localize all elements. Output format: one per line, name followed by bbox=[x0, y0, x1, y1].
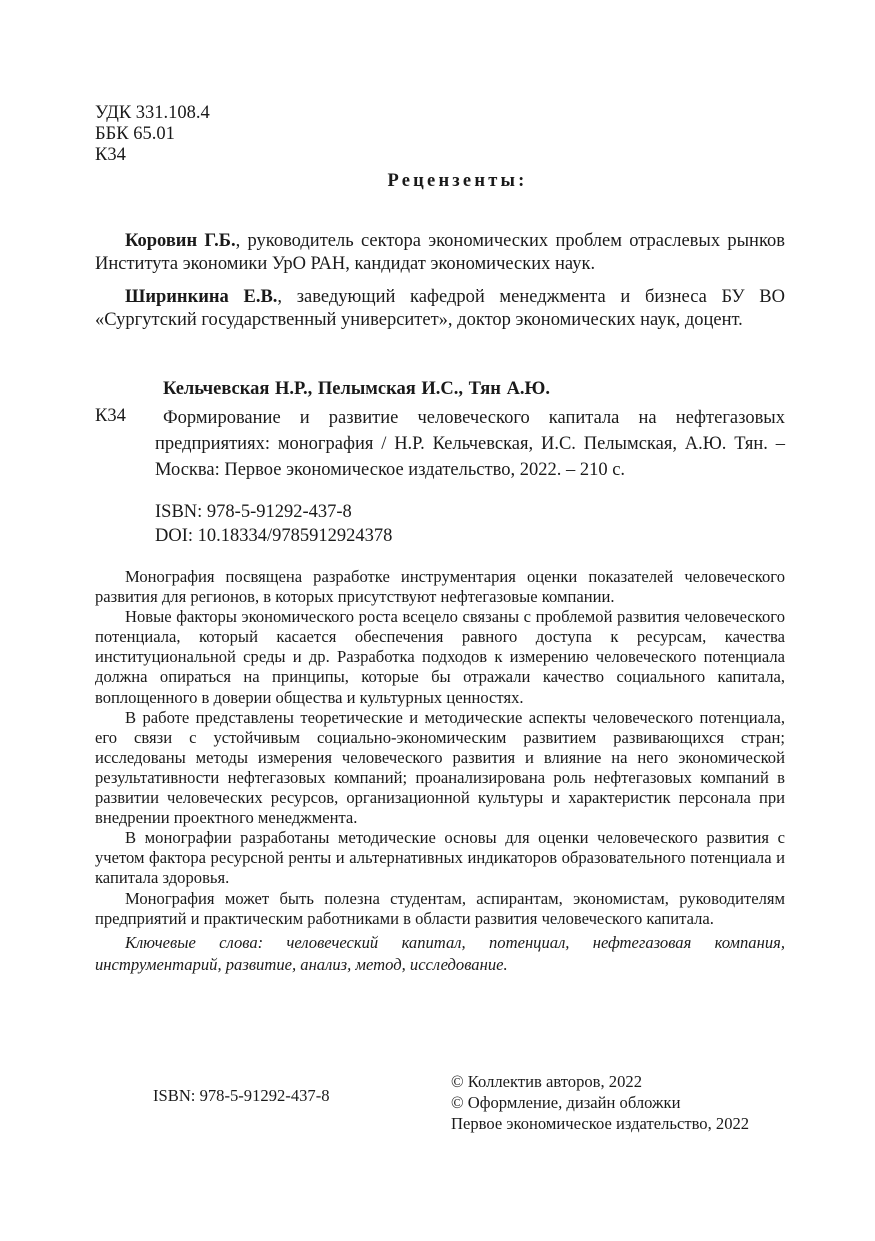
abstract-paragraph: В работе представлены теоретические и методические аспекты человеческого потенциала, его связи с устойчивым социально-экономическим развитием развивающихся стран; исследованы методы измерения человеческого развития и влияние на него экономической результативности нефтегазовых компаний; проанализирована роль нефтегазовых компаний в развитии человеческих ресурсов, организационной культуры и характеристик персонала при внедрении проектного менеджмента. bbox=[95, 707, 785, 828]
isbn-number: ISBN: 978-5-91292-437-8 bbox=[155, 502, 352, 522]
doi-number: DOI: 10.18334/9785912924378 bbox=[155, 526, 393, 546]
copyright-line: © Оформление, дизайн обложки bbox=[451, 1093, 681, 1112]
reviewer-name: Ширинкина Е.В. bbox=[125, 287, 278, 307]
abstract-paragraph: В монографии разработаны методические основы для оценки человеческого развития с учетом фактора ресурсной ренты и альтернативных индикаторов образовательного потенциала и капитала здоровья. bbox=[95, 828, 785, 888]
copyright-line: © Коллектив авторов, 2022 bbox=[451, 1072, 642, 1091]
keywords: Ключевые слова: человеческий капитал, потенциал, нефтегазовая компания, инструментарий, развитие, анализ, метод, исследование. bbox=[95, 932, 785, 974]
reviewer-name: Коровин Г.Б. bbox=[125, 231, 236, 251]
isbn-doi-block bbox=[155, 500, 392, 548]
footer-isbn: ISBN: 978-5-91292-437-8 bbox=[153, 1086, 330, 1105]
abstract-paragraph: Монография может быть полезна студентам, аспирантам, экономистам, руководителям предприятий и практическим работниками в области развития человеческого капитала. bbox=[95, 888, 785, 928]
abstract bbox=[95, 567, 785, 976]
reviewer-entry bbox=[95, 286, 785, 332]
reviewers-heading: Рецензенты: bbox=[387, 171, 528, 191]
abstract-paragraph: Монография посвящена разработке инструментария оценки показателей человеческого развития для регионов, в которых присутствуют нефтегазовые компании. bbox=[95, 567, 785, 607]
reviewer-entry bbox=[95, 230, 785, 276]
authors-line: Кельчевская Н.Р., Пелымская И.С., Тян А.Ю. bbox=[163, 379, 551, 399]
bbk-code: ББК 65.01 bbox=[95, 124, 175, 144]
classification-codes bbox=[95, 103, 210, 166]
reviewer-description: , заведующий кафедрой менеджмента и бизнеса БУ ВО «Сургутский государственный университет», доктор экономических наук, доцент. bbox=[95, 287, 785, 330]
bibliographic-description: Формирование и развитие человеческого капитала на нефтегазовых предприятиях: монография / Н.Р. Кельчевская, И.С. Пелымская, А.Ю. Тян. – Москва: Первое экономическое издательство, 2022. – 210 с. bbox=[155, 408, 785, 480]
author-mark: К34 bbox=[95, 145, 126, 165]
reviewer-description: , руководитель сектора экономических проблем отраслевых рынков Института экономики УрО РАН, кандидат экономических наук. bbox=[95, 231, 785, 274]
catalog-author-mark: К34 bbox=[95, 406, 126, 426]
copyright-block bbox=[451, 1071, 749, 1134]
udk-code: УДК 331.108.4 bbox=[95, 103, 210, 123]
copyright-line: Первое экономическое издательство, 2022 bbox=[451, 1114, 750, 1133]
abstract-paragraph: Новые факторы экономического роста всецело связаны с проблемой развития человеческого потенциала, который касается обеспечения равного доступа к ресурсам, качества институциональной среды и др. Разработка подходов к измерению человеческого потенциала должна опираться на принципы, которые бы отражали качество социального капитала, воплощенного в доверии общества и культурных ценностях. bbox=[95, 607, 785, 707]
